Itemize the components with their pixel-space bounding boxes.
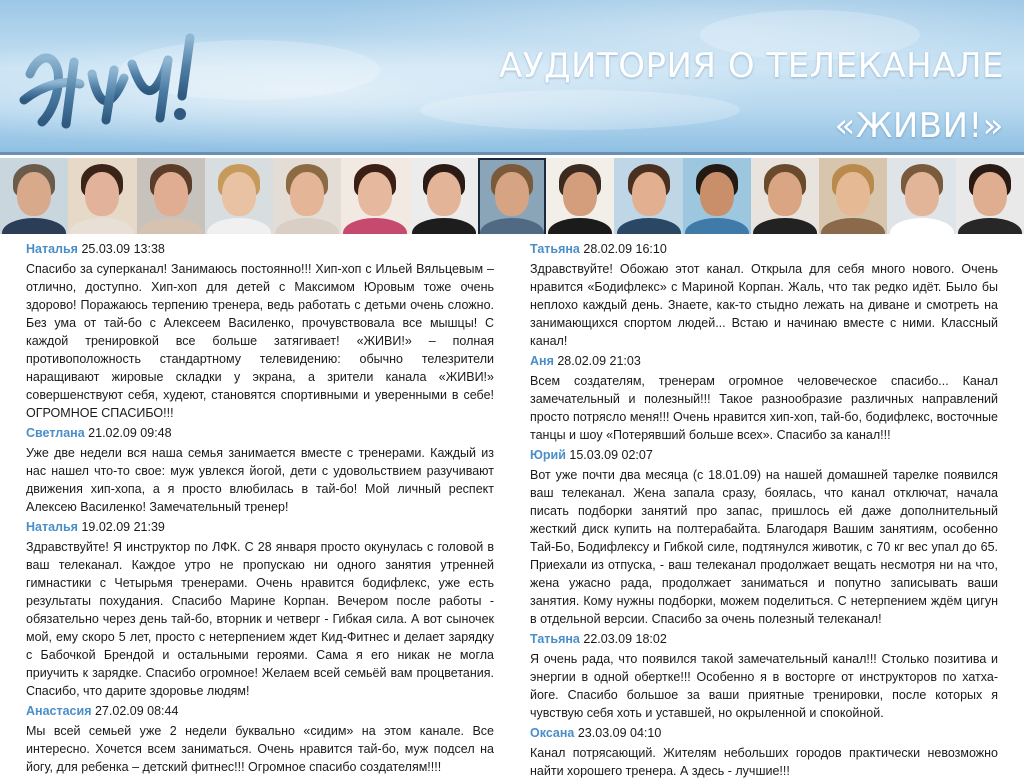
trainer-shoulders — [958, 218, 1022, 234]
trainer-photo — [341, 158, 409, 234]
trainer-photo — [614, 158, 682, 234]
review-author: Анастасия — [26, 704, 92, 718]
review-date: 21.02.09 09:48 — [88, 426, 172, 440]
trainer-shoulders — [2, 218, 66, 234]
review-text: Спасибо за суперканал! Занимаюсь постоянно!!! Хип-хоп с Ильей Вяльцевым – отлично, доступно. Хип-хоп для детей с Максимом Юровым тоже очень здорово! Поражаюсь терпению тренера, ведь работать с детьми очень сложно. Без ума от тай-бо с Алексеем Василенко, прочувствовала все мышцы! С каждой тренировкой все больше затягивает! «ЖИВИ!» – полная противоположность стандартному телевидению: обычно телезрители наращивают жировые складки у экрана, а зрители канала «ЖИВИ!» совершенствуют себя, худеют, становятся спортивными и уверенными в себе! ОГРОМНОЕ СПАСИБО!!! — [26, 262, 494, 420]
review-entry — [26, 702, 494, 776]
trainer-face — [768, 172, 802, 216]
review-entry — [26, 240, 494, 422]
review-date: 28.02.09 21:03 — [557, 354, 641, 368]
trainer-photo — [137, 158, 205, 234]
trainer-photo — [546, 158, 614, 234]
trainer-photo — [410, 158, 478, 234]
trainer-photo — [819, 158, 887, 234]
review-entry — [26, 518, 494, 700]
review-entry — [26, 424, 494, 516]
review-author: Наталья — [26, 520, 78, 534]
trainer-face — [290, 172, 324, 216]
trainer-shoulders — [753, 218, 817, 234]
trainer-face — [222, 172, 256, 216]
review-entry — [530, 352, 998, 444]
trainer-photo — [751, 158, 819, 234]
review-entry — [530, 446, 998, 628]
trainer-shoulders — [685, 218, 749, 234]
trainer-photo — [0, 158, 68, 234]
trainer-photo — [273, 158, 341, 234]
review-date: 19.02.09 21:39 — [81, 520, 165, 534]
trainer-shoulders — [617, 218, 681, 234]
review-entry — [530, 240, 998, 350]
trainer-face — [154, 172, 188, 216]
review-author: Оксана — [530, 726, 575, 740]
water-ripple — [420, 90, 740, 130]
trainer-face — [427, 172, 461, 216]
zhivi-logo — [14, 14, 204, 139]
trainer-shoulders — [412, 218, 476, 234]
trainers-photo-strip — [0, 158, 1024, 234]
review-text: Здравствуйте! Я инструктор по ЛФК. С 28 января просто окунулась с головой в ваш телеканал. Каждое утро не пропускаю ни одного занятия утренней гимнастики с Четырьмя тренерами. Очень нравится бодифлекс, уже есть результаты похудания. Спасибо Марине Корпан. Вечером после работы - обязательно через день тай-бо, вторник и четверг - Гибкая сила. А вот сыночек мой, ему скоро 5 лет, просто с нетерпением ждет Кид-Фитнес и делает зарядку с Бабочкой Брендой и остальными героями. Сама я его никак не могла приучить к зарядке. Спасибо огромное! Желаем всей семьёй вам процветания. Спасибо, что дарите здоровье людям! — [26, 540, 494, 698]
review-date: 27.02.09 08:44 — [94, 704, 179, 718]
review-date: 25.03.09 13:38 — [81, 242, 165, 256]
review-author: Татьяна — [530, 242, 580, 256]
review-text: Уже две недели вся наша семья занимается вместе с тренерами. Каждый из нас нашел что-то свое: муж увлекся йогой, дети с удовольствием разучивают движения хип-хопа, а я просто влюбилась в тай-бо! Мой личный респект Алексею Василенко! Замечательный тренер! — [26, 446, 494, 514]
review-date: 28.02.09 16:10 — [583, 242, 667, 256]
trainer-shoulders — [548, 218, 612, 234]
review-author: Татьяна — [530, 632, 580, 646]
trainer-photo — [478, 158, 546, 234]
trainer-photo — [956, 158, 1024, 234]
trainer-shoulders — [207, 218, 271, 234]
trainer-face — [17, 172, 51, 216]
trainer-face — [85, 172, 119, 216]
review-entry — [530, 630, 998, 722]
page-title-line-2: «ЖИВИ!» — [834, 106, 1004, 146]
review-date: 23.03.09 04:10 — [577, 726, 662, 740]
trainer-photo — [683, 158, 751, 234]
trainer-shoulders — [275, 218, 339, 234]
reviews-left-column — [26, 238, 494, 776]
review-text: Вот уже почти два месяца (с 18.01.09) на нашей домашней тарелке появился ваш телеканал. Жена запала сразу, боялась, что канал отключат, начала писать подборки занятий про запас, пришлось ей даже дополнительный жесткий диск купить на полтерабайта. Благодаря Вашим занятиям, особенно Тай-Бо, Бодифлексу и Гибкой силе, подтянулся животик, с 70 кг вес упал до 65. Приехали из отпуска, - ваш телеканал продолжает вещать несмотря ни на что, жена ужасно рада, продолжает заниматься и попутно записывать ваши занятия. Кому нужны подборки, можем поделиться. С нетерпением ждём цигун в отдельной версии. Спасибо за очень полезный телеканал! — [530, 468, 998, 626]
trainer-face — [973, 172, 1007, 216]
trainer-face — [358, 172, 392, 216]
trainer-face — [905, 172, 939, 216]
trainer-face — [836, 172, 870, 216]
trainer-face — [700, 172, 734, 216]
trainer-face — [495, 172, 529, 216]
review-author: Наталья — [26, 242, 78, 256]
trainer-shoulders — [139, 218, 203, 234]
trainer-shoulders — [890, 218, 954, 234]
trainer-shoulders — [343, 218, 407, 234]
trainer-face — [632, 172, 666, 216]
trainer-photo — [68, 158, 136, 234]
review-author: Юрий — [530, 448, 566, 462]
trainer-face — [563, 172, 597, 216]
trainer-shoulders — [480, 218, 544, 234]
review-text: Я очень рада, что появился такой замечательный канал!!! Столько позитива и энергии в одной обертке!!! Особенно я в восторге от инструкторов по хатха-йоге. Спасибо большое за ваши приятные тренировки, после которых я чувствую себя хоть и уставшей, но окрыленной и спокойной. — [530, 652, 998, 720]
header-banner — [0, 0, 1024, 152]
review-author: Светлана — [26, 426, 85, 440]
review-text: Канал потрясающий. Жителям небольших городов практически невозможно найти хорошего тренера. А здесь - лучшие!!! — [530, 746, 998, 778]
review-date: 15.03.09 02:07 — [569, 448, 653, 462]
trainer-shoulders — [821, 218, 885, 234]
trainer-photo — [887, 158, 955, 234]
review-text: Мы всей семьей уже 2 недели буквально «сидим» на этом канале. Все интересно. Хочется всем заниматься. Очень нравится тай-бо, муж подсел на йогу, для ребенка – детский фитнес!!! Огромное спасибо создателям!!!! — [26, 724, 494, 774]
trainer-shoulders — [70, 218, 134, 234]
reviews-right-column — [530, 238, 998, 780]
trainer-photo — [205, 158, 273, 234]
review-date: 22.03.09 18:02 — [583, 632, 667, 646]
review-text: Здравствуйте! Обожаю этот канал. Открыла для себя много нового. Очень нравится «Бодифлекс» с Мариной Корпан. Жаль, что так редко идёт. Было бы неплохо каждый день. Знаете, как-то стыдно лежать на диване и смотреть на занимающихся спортом людей... Встаю и начинаю вместе с ними. Классный канал! — [530, 262, 998, 348]
page-title-line-1: АУДИТОРИЯ О ТЕЛЕКАНАЛЕ — [498, 46, 1004, 86]
review-text: Всем создателям, тренерам огромное человеческое спасибо... Канал замечательный и полезный!!! Такое разнообразие различных направлений просто потрясло меня!!! Очень нравится хип-хоп, тай-бо, бодифлекс, восточные танцы и шоу «Потерявший больше всех». Спасибо за канал!!! — [530, 374, 998, 442]
review-author: Аня — [530, 354, 554, 368]
review-entry — [530, 724, 998, 780]
